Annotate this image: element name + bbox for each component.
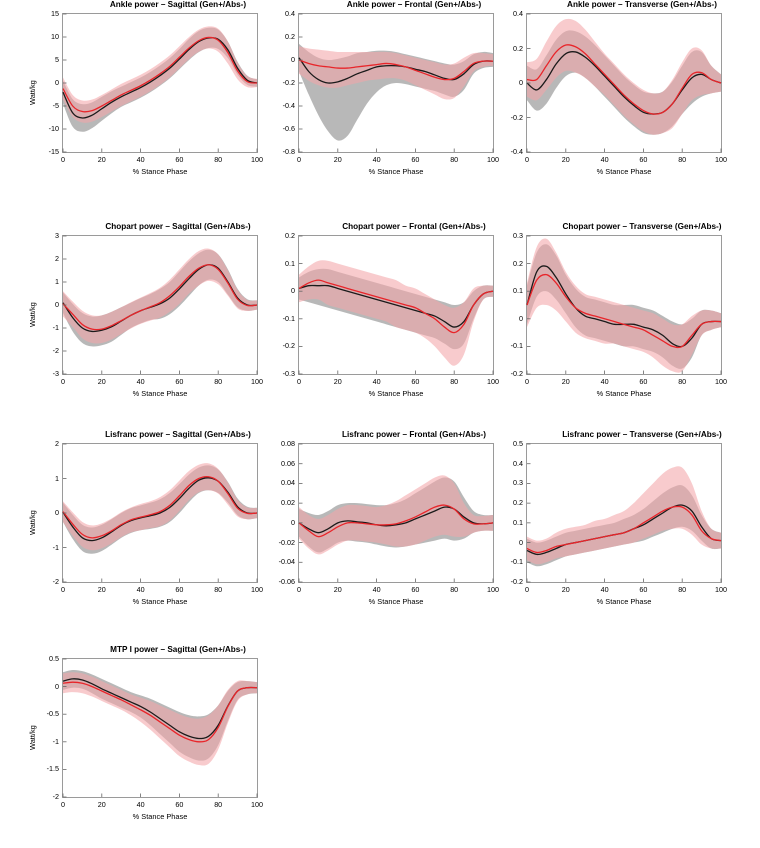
x-tick-label: 100: [251, 155, 263, 164]
plot-area: [298, 13, 494, 153]
y-tick-label: 0: [55, 78, 59, 87]
x-tick-label: 40: [136, 585, 145, 594]
chart-panel: [22, 430, 262, 617]
x-tick-label: 20: [97, 800, 106, 809]
sd-band: [527, 239, 721, 373]
x-tick-label: 0: [525, 377, 529, 386]
y-tick-label: 0: [291, 517, 295, 527]
x-axis-label: % Stance Phase: [368, 597, 424, 606]
chart-panel: [486, 0, 726, 187]
x-tick-label: 0: [61, 800, 65, 809]
y-tick-label: 0.3: [513, 478, 523, 488]
x-tick-label: 100: [251, 800, 263, 809]
y-tick-label: 0.2: [513, 43, 523, 53]
x-tick-label: 60: [175, 800, 184, 809]
x-tick-label: 20: [97, 377, 106, 386]
x-tick-label: 80: [214, 377, 223, 386]
chart-title: Lisfranc power – Transverse (Gen+/Abs-): [562, 430, 722, 439]
y-tick-label: -0.2: [510, 369, 523, 378]
plot-area: [526, 443, 722, 583]
x-tick-label: 40: [372, 585, 381, 594]
x-tick-label: 20: [333, 377, 342, 386]
chart-title: Lisfranc power – Sagittal (Gen+/Abs-): [105, 430, 251, 439]
chart-title: Chopart power – Frontal (Gen+/Abs-): [342, 222, 486, 231]
x-tick-label: 20: [97, 585, 106, 594]
plot-area: [62, 443, 258, 583]
x-tick-label: 40: [600, 585, 609, 594]
x-tick-label: 80: [214, 585, 223, 594]
y-tick-label: 15: [51, 9, 59, 18]
x-axis-label: % Stance Phase: [132, 389, 188, 398]
x-tick-label: 60: [639, 155, 648, 164]
x-tick-label: 60: [175, 155, 184, 164]
chart-title: Ankle power – Sagittal (Gen+/Abs-): [109, 0, 247, 9]
y-tick-label: -0.8: [282, 147, 295, 156]
y-tick-label: -0.06: [278, 577, 295, 586]
x-axis-label: % Stance Phase: [596, 597, 652, 606]
y-tick-label: -3: [52, 369, 59, 378]
y-tick-label: 0.5: [513, 439, 523, 448]
sd-band: [63, 26, 257, 123]
plot-area: [62, 13, 258, 153]
y-tick-label: 0.5: [49, 654, 59, 663]
y-tick-label: -0.5: [46, 709, 59, 719]
y-tick-label: 0: [519, 78, 523, 87]
x-tick-label: 60: [411, 585, 420, 594]
y-tick-label: -0.02: [278, 537, 295, 547]
x-tick-label: 0: [297, 155, 301, 164]
x-tick-label: 20: [561, 155, 570, 164]
y-axis-label: Watt/kg: [28, 510, 37, 535]
x-tick-label: 0: [61, 377, 65, 386]
y-tick-label: -0.3: [282, 369, 295, 378]
x-tick-label: 60: [411, 155, 420, 164]
x-tick-label: 40: [600, 155, 609, 164]
y-axis-label: Watt/kg: [28, 725, 37, 750]
y-tick-label: 0.02: [281, 498, 295, 508]
chart-title: Lisfranc power – Frontal (Gen+/Abs-): [342, 430, 486, 439]
y-tick-label: 0.08: [281, 439, 295, 448]
y-tick-label: 0.06: [281, 458, 295, 468]
y-tick-label: 1: [55, 473, 59, 483]
x-tick-label: 80: [214, 800, 223, 809]
x-tick-label: 80: [214, 155, 223, 164]
x-tick-label: 80: [450, 377, 459, 386]
x-tick-label: 60: [175, 377, 184, 386]
x-tick-label: 60: [411, 377, 420, 386]
x-tick-label: 80: [678, 585, 687, 594]
y-tick-label: 0: [55, 681, 59, 691]
y-tick-label: 0.2: [513, 258, 523, 268]
y-tick-label: 0.2: [285, 231, 295, 240]
y-tick-label: 0.1: [513, 517, 523, 527]
x-tick-label: 0: [61, 155, 65, 164]
chart-panel: [258, 222, 498, 409]
y-tick-label: -0.2: [282, 78, 295, 87]
x-tick-label: 20: [561, 377, 570, 386]
x-tick-label: 20: [97, 155, 106, 164]
chart-panel: [258, 430, 498, 617]
plot-area: [62, 658, 258, 798]
y-tick-label: 0.1: [513, 286, 523, 296]
x-tick-label: 0: [525, 155, 529, 164]
y-tick-label: 0.4: [513, 458, 523, 468]
chart-title: MTP I power – Sagittal (Gen+/Abs-): [110, 645, 246, 654]
x-tick-label: 40: [372, 377, 381, 386]
chart-panel: [486, 222, 726, 409]
chart-title: Chopart power – Transverse (Gen+/Abs-): [562, 222, 722, 231]
y-tick-label: 0: [55, 508, 59, 517]
x-tick-label: 60: [175, 585, 184, 594]
y-axis-label: Watt/kg: [28, 80, 37, 105]
x-tick-label: 100: [487, 585, 499, 594]
plot-area: [526, 235, 722, 375]
chart-panel: [22, 0, 262, 187]
x-tick-label: 0: [61, 585, 65, 594]
y-axis-label: Watt/kg: [28, 302, 37, 327]
y-tick-label: 0.2: [513, 498, 523, 508]
x-axis-label: % Stance Phase: [596, 167, 652, 176]
x-tick-label: 100: [487, 155, 499, 164]
y-tick-label: 0.4: [513, 9, 523, 18]
x-tick-label: 0: [297, 585, 301, 594]
y-tick-label: 0.04: [281, 478, 295, 488]
y-tick-label: -1: [52, 736, 59, 746]
y-tick-label: -0.2: [510, 577, 523, 586]
x-axis-label: % Stance Phase: [368, 389, 424, 398]
y-tick-label: 10: [51, 32, 59, 41]
x-tick-label: 40: [372, 155, 381, 164]
y-tick-label: 0.4: [285, 9, 295, 18]
y-tick-label: 0: [291, 55, 295, 64]
x-tick-label: 80: [450, 155, 459, 164]
x-tick-label: 60: [639, 585, 648, 594]
y-tick-label: -0.1: [510, 557, 523, 567]
y-tick-label: -2: [52, 346, 59, 355]
y-tick-label: -0.1: [282, 313, 295, 323]
chart-title: Chopart power – Sagittal (Gen+/Abs-): [105, 222, 251, 231]
y-tick-label: -2: [52, 577, 59, 586]
chart-panel: [22, 645, 262, 832]
x-tick-label: 100: [715, 585, 727, 594]
y-tick-label: 2: [55, 254, 59, 263]
y-tick-label: -0.6: [282, 124, 295, 133]
x-tick-label: 80: [678, 377, 687, 386]
x-tick-label: 100: [251, 585, 263, 594]
y-tick-label: 3: [55, 231, 59, 240]
y-tick-label: -0.4: [282, 101, 295, 110]
y-tick-label: -15: [48, 147, 59, 156]
y-tick-label: -0.2: [510, 112, 523, 122]
x-tick-label: 20: [561, 585, 570, 594]
x-tick-label: 100: [251, 377, 263, 386]
y-tick-label: 0.1: [285, 258, 295, 268]
x-tick-label: 40: [600, 377, 609, 386]
y-tick-label: 2: [55, 439, 59, 448]
chart-title: Ankle power – Frontal (Gen+/Abs-): [346, 0, 482, 9]
x-tick-label: 40: [136, 800, 145, 809]
x-tick-label: 80: [450, 585, 459, 594]
y-tick-label: 0: [519, 537, 523, 547]
y-tick-label: -10: [48, 124, 59, 133]
chart-title: Ankle power – Transverse (Gen+/Abs-): [567, 0, 717, 9]
x-tick-label: 60: [639, 377, 648, 386]
x-tick-label: 100: [715, 155, 727, 164]
y-tick-label: 0.2: [285, 32, 295, 41]
y-tick-label: -1: [52, 542, 59, 552]
chart-panel: [258, 0, 498, 187]
y-tick-label: 0: [519, 313, 523, 323]
x-tick-label: 20: [333, 585, 342, 594]
chart-panel: [486, 430, 726, 617]
chart-panel: [22, 222, 262, 409]
y-tick-label: -1.5: [46, 764, 59, 774]
x-tick-label: 20: [333, 155, 342, 164]
y-tick-label: -1: [52, 323, 59, 332]
plot-area: [526, 13, 722, 153]
plot-area: [298, 443, 494, 583]
x-tick-label: 0: [525, 585, 529, 594]
x-tick-label: 100: [487, 377, 499, 386]
x-axis-label: % Stance Phase: [368, 167, 424, 176]
x-tick-label: 40: [136, 377, 145, 386]
y-tick-label: -2: [52, 792, 59, 801]
y-tick-label: -0.2: [282, 341, 295, 351]
y-tick-label: 0: [291, 286, 295, 296]
y-tick-label: -5: [52, 101, 59, 110]
y-tick-label: -0.1: [510, 341, 523, 351]
y-tick-label: 0.3: [513, 231, 523, 240]
y-tick-label: 5: [55, 55, 59, 64]
x-tick-label: 100: [715, 377, 727, 386]
x-tick-label: 80: [678, 155, 687, 164]
plot-area: [298, 235, 494, 375]
y-tick-label: -0.04: [278, 557, 295, 567]
y-tick-label: 1: [55, 277, 59, 286]
x-axis-label: % Stance Phase: [596, 389, 652, 398]
x-axis-label: % Stance Phase: [132, 812, 188, 821]
y-tick-label: 0: [55, 300, 59, 309]
plot-area: [62, 235, 258, 375]
x-tick-label: 0: [297, 377, 301, 386]
x-axis-label: % Stance Phase: [132, 597, 188, 606]
y-tick-label: -0.4: [510, 147, 523, 156]
x-tick-label: 40: [136, 155, 145, 164]
sd-band: [299, 260, 493, 365]
x-axis-label: % Stance Phase: [132, 167, 188, 176]
